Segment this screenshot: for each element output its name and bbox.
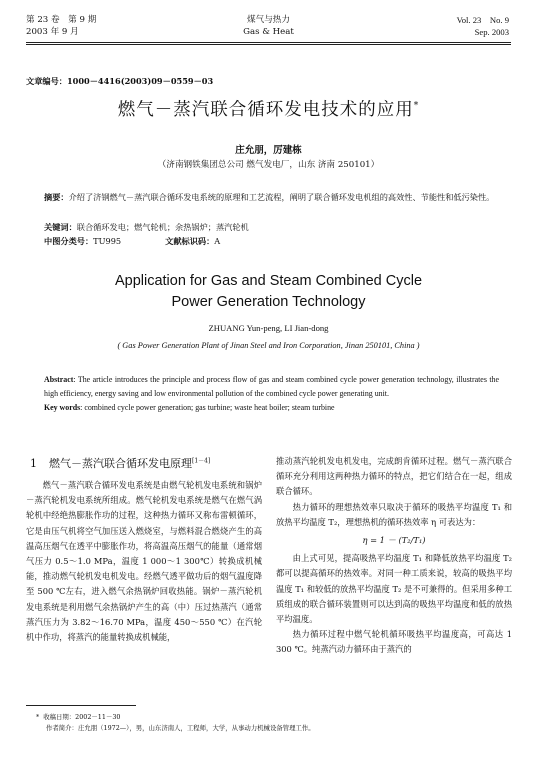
footnote-bio: 作者简介：庄允朋（1972—），男，山东济南人，工程师，大学，从事动力机械设备管理工作。 <box>46 724 315 732</box>
en-abstract-label: Abstract <box>44 375 74 384</box>
en-authors: ZHUANG Yun-peng, LI Jian-dong <box>208 323 329 333</box>
en-title <box>0 271 537 313</box>
right-paragraph-1: 推动蒸汽轮机发电机发电，完成朗肯循环过程。燃气－蒸汽联合循环充分利用这两种热力循环的特点，把它们结合在一起，组成联合循环。 <box>276 456 512 497</box>
footnote-rule <box>26 705 136 706</box>
body-right-column <box>276 454 512 658</box>
section-number: 1 <box>30 457 37 470</box>
en-keywords-text: : combined cycle power generation; gas turbine; waste heat boiler; steam turbine <box>80 403 335 412</box>
header-rule-bottom <box>26 44 511 45</box>
left-paragraph-1: 燃气－蒸汽联合循环发电系统是由燃气轮机发电系统和锅炉－蒸汽轮机发电系统所组成。燃气轮机发电系统是燃气在燃气涡轮机中经绝热膨胀作功的过程，这种热力循环又称布雷顿循环，它是由压气机将空气加压送入燃烧室，与燃料混合燃烧产生的高温高压烟气在透平中膨胀作功，将高温高压烟气的能量（通常烟气压力 0.5～1.0 MPa，温度 1 000～1 300℃）转换成机械能，推动燃气轮机发电机发电。经燃气透平做功后的烟气温度降至 500 ℃左右，进入燃气余热锅炉回收热能。锅炉－蒸汽轮机发电系统是利用燃气余热锅炉产生的高（中）压过热蒸汽（通常蒸汽压力为 3.82～16.70 MPa，温度 450～550 ℃）在汽轮机中作功，将蒸汽的能量转换成机械能， <box>26 480 262 643</box>
en-title-line1: Application for Gas and Steam Combined Cycle <box>114 273 423 289</box>
en-keywords <box>44 401 499 415</box>
cn-authors: 庄允朋，厉建栋 <box>235 145 302 156</box>
en-abstract <box>44 373 499 401</box>
cn-doc-code-value: A <box>214 236 221 246</box>
footnote-received-text: 收稿日期：2002－11－30 <box>43 713 121 721</box>
right-paragraph-2: 热力循环的理想热效率只取决于循环的吸热平均温度 T₁ 和放热平均温度 T₂，理想热机的循环热效率 η 可表达为： <box>276 501 512 527</box>
footnote-received <box>26 712 506 723</box>
cn-abstract-label: 摘要： <box>44 192 69 202</box>
en-abstract-block <box>44 373 499 415</box>
cn-class-value: TU995 <box>93 236 122 246</box>
cn-doc-code-label: 文献标识码： <box>165 236 215 246</box>
cn-keywords <box>44 220 499 234</box>
header-journal-en: Gas & Heat <box>243 27 294 37</box>
cn-affiliation: （济南钢铁集团总公司 燃气发电厂，山东 济南 250101） <box>157 160 380 170</box>
section-heading <box>30 455 210 471</box>
footnote-star-mark: * <box>36 713 40 721</box>
cn-keywords-label: 关键词： <box>44 222 77 232</box>
footnote <box>26 712 506 734</box>
section-ref: [1－4] <box>192 457 211 465</box>
header-date: 2003 年 9 月 <box>26 27 79 37</box>
cn-abstract-text: 介绍了济钢燃气－蒸汽联合循环发电系统的原理和工艺流程，阐明了联合循环发电机组的高效性、节能性和低污染性。 <box>68 192 495 202</box>
en-keywords-label: Key words <box>44 403 81 412</box>
body-left-column <box>26 478 262 645</box>
header-volume-en: Vol. 23 No. 9 <box>456 15 509 25</box>
cn-title-text: 燃气－蒸汽联合循环发电技术的应用 <box>117 100 414 120</box>
efficiency-equation: η = 1 － (T₂/T₁) <box>362 535 426 546</box>
cn-classification <box>44 234 499 248</box>
right-paragraph-3: 由上式可见，提高吸热平均温度 T₁ 和降低放热平均温度 T₂ 都可以提高循环的热效率。对同一种工质来说，较高的吸热平均温度 T₁ 和较低的放热平均温度 T₂ 是不可兼得的。但采用多种工质组成的联合循环装置则可以达到高的吸热平均温度和低的放热平均温度。 <box>276 553 512 625</box>
section-title: 燃气－蒸汽联合循环发电原理 <box>49 457 192 470</box>
article-number: 文章编号：1000－4416(2003)09－0559－03 <box>26 76 214 86</box>
header-journal-cn: 煤气与热力 <box>247 15 290 25</box>
header-volume: 第 23 卷 第 9 期 <box>26 15 97 25</box>
header-rule-top <box>26 42 511 43</box>
journal-volume-issue-en <box>457 14 509 38</box>
cn-class-label: 中图分类号： <box>44 236 94 246</box>
header-date-en: Sep. 2003 <box>474 27 509 37</box>
cn-keywords-text: 联合循环发电；燃气轮机；余热锅炉；蒸汽轮机 <box>76 222 249 232</box>
cn-title-footnote-mark: * <box>413 101 420 112</box>
en-affiliation: ( Gas Power Generation Plant of Jinan Steel and Iron Corporation, Jinan 250101, China ) <box>117 341 420 350</box>
cn-abstract <box>44 190 499 204</box>
en-title-line2: Power Generation Technology <box>171 294 366 310</box>
cn-title <box>0 96 537 121</box>
en-abstract-text: : The article introduces the principle and process flow of gas and steam combined cycle power generation technology, illustrates the high efficiency, energy saving and low environmental pollution of the combined cycle power generating unit. <box>44 375 499 398</box>
right-paragraph-4: 热力循环过程中燃气轮机循环吸热平均温度高，可高达 1 300 ℃。纯蒸汽动力循环由于蒸汽的 <box>276 629 512 655</box>
